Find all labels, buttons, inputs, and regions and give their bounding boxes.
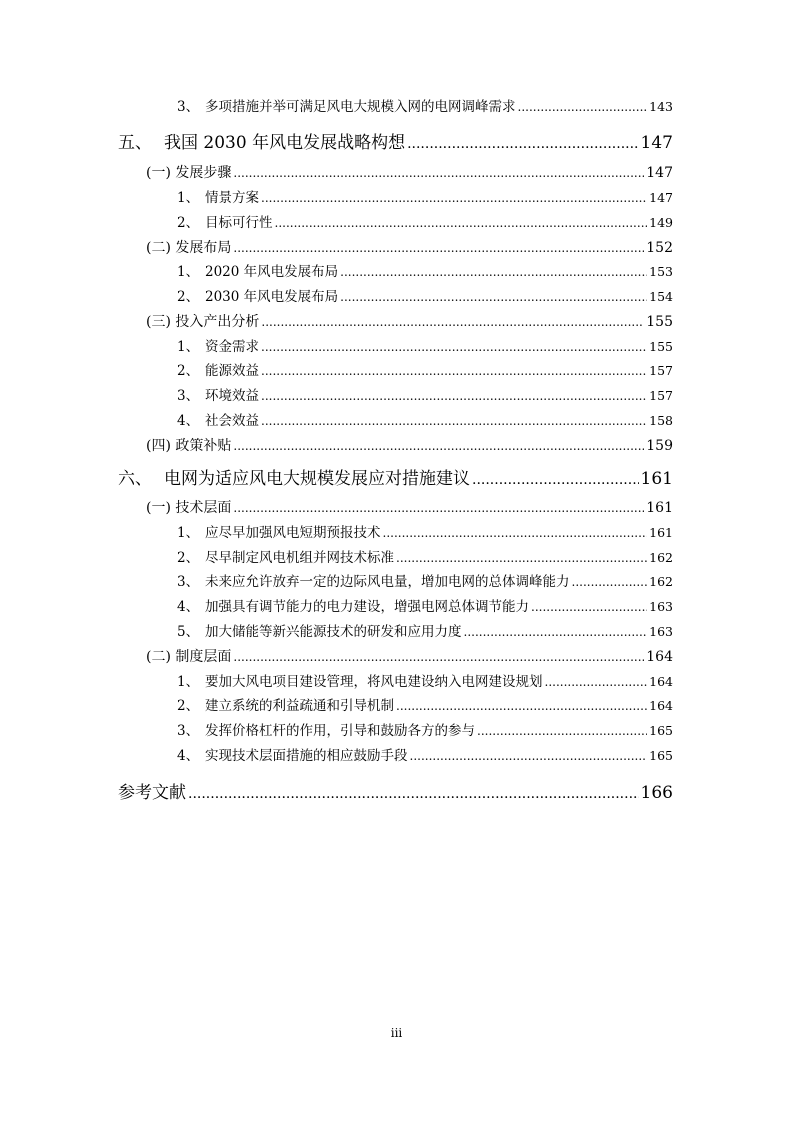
- entry-number: 2、: [177, 289, 200, 305]
- page-number: iii: [390, 1026, 403, 1040]
- entry-title: 多项措施并举可满足风电大规模入网的电网调峰需求: [205, 99, 516, 115]
- entry-title: 资金需求: [205, 339, 259, 355]
- entry-page: 147: [640, 133, 673, 153]
- dot-leader: [477, 719, 647, 743]
- toc-entry[interactable]: [177, 384, 673, 408]
- toc-entry[interactable]: [177, 570, 673, 594]
- entry-page: 161: [649, 525, 673, 540]
- section-title: (一) 发展步骤: [146, 165, 232, 181]
- entry-page: 164: [646, 649, 673, 665]
- dot-leader: [518, 95, 648, 119]
- toc-entry[interactable]: [177, 335, 673, 359]
- dot-leader: [410, 744, 648, 768]
- entry-number: 3、: [177, 388, 200, 404]
- dot-leader: [396, 546, 647, 570]
- entry-page: 157: [649, 388, 673, 403]
- section-title: (二) 发展布局: [146, 240, 232, 256]
- entry-page: 165: [649, 723, 673, 738]
- entry-page: 161: [640, 469, 673, 489]
- toc-entry[interactable]: [177, 620, 673, 644]
- toc-entry[interactable]: [177, 546, 673, 570]
- dot-leader: [531, 595, 647, 619]
- entry-page: 153: [649, 264, 673, 279]
- dot-leader: [261, 384, 647, 408]
- entry-number: 4、: [177, 748, 200, 764]
- entry-page: 154: [649, 289, 673, 304]
- toc-entry[interactable]: [177, 95, 673, 119]
- entry-title: 建立系统的利益疏通和引导机制: [205, 698, 394, 714]
- dot-leader: [396, 694, 647, 718]
- toc-entry-section[interactable]: [146, 161, 673, 185]
- entry-number: 1、: [177, 674, 200, 690]
- entry-page: 162: [649, 574, 673, 589]
- dot-leader: [261, 186, 647, 210]
- entry-number: 2、: [177, 698, 200, 714]
- chapter-title: 电网为适应风电大规模发展应对措施建议: [164, 469, 470, 489]
- entry-number: 4、: [177, 599, 200, 615]
- entry-page: 165: [649, 748, 673, 763]
- toc-entry-section[interactable]: [146, 236, 673, 260]
- dot-leader: [340, 285, 647, 309]
- section-title: (三) 投入产出分析: [146, 314, 260, 330]
- dot-leader: [261, 409, 647, 433]
- entry-title: 环境效益: [205, 388, 259, 404]
- entry-page: 159: [646, 438, 673, 454]
- toc-entry[interactable]: [177, 694, 673, 718]
- entry-page: 163: [649, 624, 673, 639]
- entry-page: 162: [649, 550, 673, 565]
- dot-leader: [261, 310, 644, 334]
- entry-page: 157: [649, 363, 673, 378]
- toc-entry[interactable]: [177, 409, 673, 433]
- entry-title: 2030 年风电发展布局: [205, 289, 339, 305]
- toc-entry[interactable]: [177, 521, 673, 545]
- toc-entry-section[interactable]: [146, 645, 673, 669]
- dot-leader: [233, 236, 644, 260]
- dot-leader: [261, 335, 647, 359]
- toc-entry-references[interactable]: [118, 779, 673, 807]
- dot-leader: [383, 521, 648, 545]
- entry-number: 3、: [177, 574, 200, 590]
- dot-leader: [261, 359, 647, 383]
- entry-title: 2020 年风电发展布局: [205, 264, 339, 280]
- entry-title: 要加大风电项目建设管理，将风电建设纳入电网建设规划: [205, 674, 543, 690]
- entry-title: 社会效益: [205, 413, 259, 429]
- dot-leader: [188, 780, 639, 808]
- entry-title: 未来应允许放弃一定的边际风电量，增加电网的总体调峰能力: [205, 574, 570, 590]
- dot-leader: [233, 161, 644, 185]
- toc-entry[interactable]: [177, 670, 673, 694]
- entry-page: 163: [649, 599, 673, 614]
- entry-number: 2、: [177, 363, 200, 379]
- entry-number: 3、: [177, 99, 200, 115]
- entry-title: 加强具有调节能力的电力建设，增强电网总体调节能力: [205, 599, 529, 615]
- entry-page: 152: [646, 240, 673, 256]
- toc-entry[interactable]: [177, 260, 673, 284]
- toc-entry[interactable]: [177, 744, 673, 768]
- entry-page: 147: [646, 165, 673, 181]
- entry-page: 149: [649, 215, 673, 230]
- section-title: (二) 制度层面: [146, 649, 232, 665]
- entry-number: 1、: [177, 339, 200, 355]
- entry-title: 目标可行性: [205, 215, 273, 231]
- chapter-number: 六、: [118, 469, 152, 489]
- entry-title: 能源效益: [205, 363, 259, 379]
- entry-title: 尽早制定风电机组并网技术标准: [205, 550, 394, 566]
- entry-number: 2、: [177, 215, 200, 231]
- entry-title: 实现技术层面措施的相应鼓励手段: [205, 748, 408, 764]
- entry-page: 147: [649, 190, 673, 205]
- dot-leader: [275, 211, 648, 235]
- toc-entry-chapter[interactable]: [118, 465, 673, 493]
- entry-page: 164: [649, 674, 673, 689]
- dot-leader: [464, 620, 648, 644]
- entry-page: 155: [646, 314, 673, 330]
- dot-leader: [233, 496, 644, 520]
- entry-number: 1、: [177, 190, 200, 206]
- section-title: (四) 政策补贴: [146, 438, 232, 454]
- chapter-number: 五、: [118, 133, 152, 153]
- dot-leader: [340, 260, 647, 284]
- section-title: (一) 技术层面: [146, 500, 232, 516]
- entry-page: 164: [649, 698, 673, 713]
- toc-entry-section[interactable]: [146, 434, 673, 458]
- entry-page: 166: [640, 783, 673, 803]
- entry-page: 155: [649, 339, 673, 354]
- entry-number: 3、: [177, 723, 200, 739]
- chapter-title: 我国 2030 年风电发展战略构想: [164, 133, 406, 153]
- entry-page: 161: [646, 500, 673, 516]
- entry-page: 143: [649, 99, 673, 114]
- dot-leader: [572, 570, 648, 594]
- entry-number: 2、: [177, 550, 200, 566]
- entry-title: 加大储能等新兴能源技术的研发和应用力度: [205, 624, 462, 640]
- dot-leader: [233, 645, 644, 669]
- entry-number: 1、: [177, 525, 200, 541]
- references-title: 参考文献: [118, 783, 186, 803]
- entry-number: 4、: [177, 413, 200, 429]
- toc-entry[interactable]: [177, 595, 673, 619]
- entry-title: 发挥价格杠杆的作用，引导和鼓励各方的参与: [205, 723, 475, 739]
- toc-entry[interactable]: [177, 186, 673, 210]
- toc-entry-section[interactable]: [146, 310, 673, 334]
- toc-entry[interactable]: [177, 211, 673, 235]
- toc-entry-chapter[interactable]: [118, 129, 673, 157]
- toc-entry-section[interactable]: [146, 496, 673, 520]
- toc-entry[interactable]: [177, 285, 673, 309]
- entry-number: 1、: [177, 264, 200, 280]
- entry-title: 应尽早加强风电短期预报技术: [205, 525, 381, 541]
- dot-leader: [233, 434, 644, 458]
- dot-leader: [407, 130, 638, 158]
- entry-page: 158: [649, 413, 673, 428]
- dot-leader: [545, 670, 648, 694]
- toc-entry[interactable]: [177, 359, 673, 383]
- entry-number: 5、: [177, 624, 200, 640]
- toc-entry[interactable]: [177, 719, 673, 743]
- entry-title: 情景方案: [205, 190, 259, 206]
- dot-leader: [472, 466, 639, 494]
